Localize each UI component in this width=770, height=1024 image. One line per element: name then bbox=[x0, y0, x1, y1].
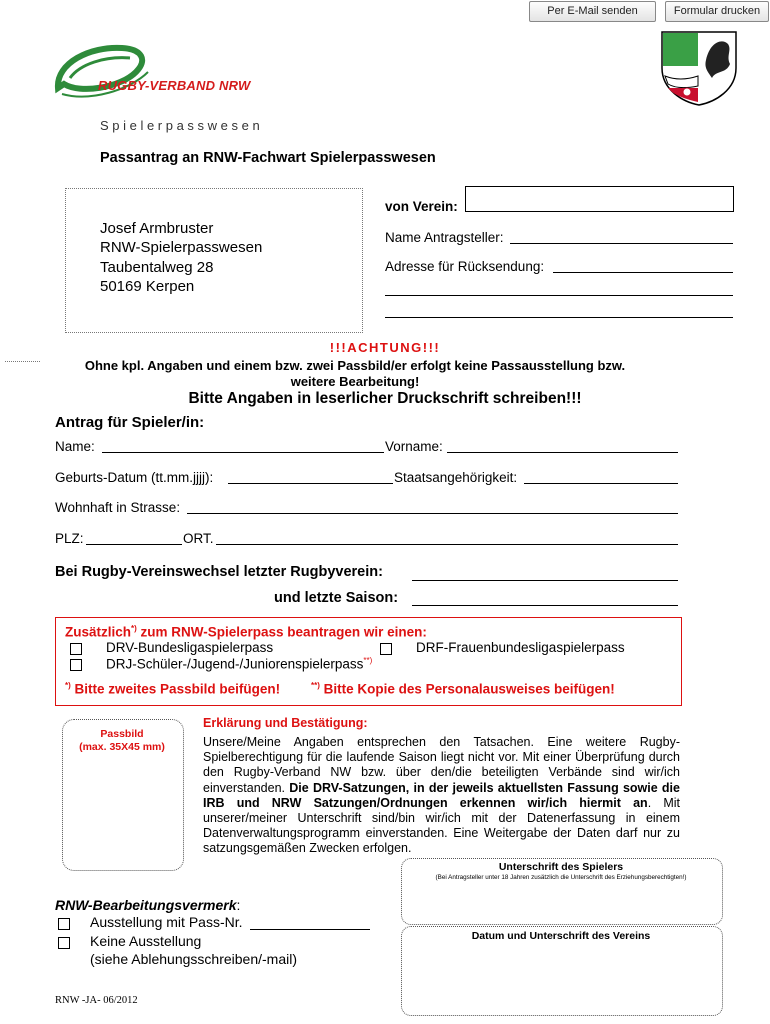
drf-checkbox[interactable] bbox=[380, 643, 392, 655]
issued-label: Ausstellung mit Pass-Nr. bbox=[90, 914, 243, 930]
extra-pass-heading: Zusätzlich*) zum RNW-Spielerpass beantragen wir einen: bbox=[65, 624, 427, 640]
last-season-field[interactable] bbox=[412, 605, 678, 606]
warning-text: Ohne kpl. Angaben und einem bzw. zwei Passbild/er erfolgt keine Passausstellung bzw. bbox=[84, 358, 626, 373]
name-field[interactable] bbox=[102, 452, 384, 453]
address-line: RNW-Spielerpasswesen bbox=[100, 239, 263, 256]
issued-checkbox[interactable] bbox=[58, 918, 70, 930]
city-label: ORT. bbox=[183, 531, 214, 546]
office-heading: RNW-Bearbeitungsvermerk: bbox=[55, 897, 241, 913]
name-label: Name: bbox=[55, 439, 95, 454]
firstname-label: Vorname: bbox=[385, 439, 443, 454]
rugby-verband-logo bbox=[50, 38, 300, 110]
drf-option-label: DRF-Frauenbundesligaspielerpass bbox=[416, 640, 625, 655]
nationality-field[interactable] bbox=[524, 483, 678, 484]
address-line: Josef Armbruster bbox=[100, 220, 214, 237]
last-season-label: und letzte Saison: bbox=[274, 590, 399, 606]
club-label: von Verein: bbox=[385, 199, 458, 214]
zip-field[interactable] bbox=[86, 544, 182, 545]
drj-option-label: DRJ-Schüler-/Jugend-/Juniorenspielerpass**) bbox=[106, 656, 373, 672]
applicant-label: Name Antragsteller: bbox=[385, 230, 504, 245]
print-instruction: Bitte Angaben in leserlicher Druckschrift schreiben!!! bbox=[188, 390, 582, 407]
warning-heading: !!!ACHTUNG!!! bbox=[329, 340, 441, 355]
page-title: Passantrag an RNW-Fachwart Spielerpasswesen bbox=[100, 150, 436, 166]
firstname-field[interactable] bbox=[447, 452, 678, 453]
street-label: Wohnhaft in Strasse: bbox=[55, 500, 181, 515]
applicant-field[interactable] bbox=[510, 243, 733, 244]
id-copy-note: **) Bitte Kopie des Personalausweises beifügen! bbox=[311, 681, 615, 697]
logo-text: RUGBY-VERBAND NRW bbox=[98, 78, 251, 93]
photo-note: *) Bitte zweites Passbild beifügen! bbox=[65, 681, 281, 697]
birthdate-label: Geburts-Datum (tt.mm.jjjj): bbox=[55, 470, 214, 485]
rejection-note: (siehe Ablehungsschreiben/-mail) bbox=[90, 951, 297, 967]
warning-text: weitere Bearbeitung! bbox=[290, 374, 420, 389]
last-club-label: Bei Rugby-Vereinswechsel letzter Rugbyverein: bbox=[55, 564, 383, 580]
return-address-field[interactable] bbox=[385, 295, 733, 296]
player-signature-label: Unterschrift des Spielers bbox=[498, 861, 624, 873]
club-signature-label: Datum und Unterschrift des Vereins bbox=[471, 930, 651, 942]
city-field[interactable] bbox=[216, 544, 678, 545]
print-button[interactable]: Formular drucken bbox=[665, 1, 769, 22]
pass-number-field[interactable] bbox=[250, 929, 370, 930]
return-address-field[interactable] bbox=[553, 272, 733, 273]
player-heading: Antrag für Spieler/in: bbox=[55, 414, 205, 431]
guardian-note: (Bei Antragsteller unter 18 Jahren zusätzlich die Unterschrift des Erziehungsberechtigten!) bbox=[435, 874, 687, 881]
nrw-crest-icon bbox=[660, 30, 738, 106]
street-field[interactable] bbox=[187, 513, 678, 514]
photo-label: Passbild bbox=[100, 728, 144, 740]
return-address-label: Adresse für Rücksendung: bbox=[385, 259, 545, 274]
return-address-field[interactable] bbox=[385, 317, 733, 318]
photo-size-label: (max. 35X45 mm) bbox=[79, 741, 165, 753]
drv-checkbox[interactable] bbox=[70, 643, 82, 655]
drv-option-label: DRV-Bundesligaspielerpass bbox=[106, 640, 274, 655]
address-line: Taubentalweg 28 bbox=[100, 259, 214, 276]
not-issued-checkbox[interactable] bbox=[58, 937, 70, 949]
nationality-label: Staatsangehörigkeit: bbox=[394, 470, 518, 485]
declaration-text: Unsere/Meine Angaben entsprechen den Tatsachen. Eine weitere Rugby-Spielberechtigung für die laufende Saison liegt nicht vor. Mit einer Überprüfung durch den Rugby-Verband NW bzw. über den/die beteiligten Verbände sind wir/ich einverstanden. Die DRV-Satzungen, in der jeweils aktuellsten Fassung sowie die IRB und NRW Satzungen/Ordnungen erkennen wir/ich hiermit an. Mit unserer/meiner Unterschrift sind/bin wir/ich mit der Datenerfassung in einem Datenverwaltungsprogramm einverstanden. Eine Weitergabe der Daten darf nur zu satzungsgemäßen Zwecken erfolgen. bbox=[203, 735, 681, 856]
declaration-heading: Erklärung und Bestätigung: bbox=[203, 716, 368, 730]
last-club-field[interactable] bbox=[412, 580, 678, 581]
club-field[interactable] bbox=[465, 186, 734, 212]
not-issued-label: Keine Ausstellung bbox=[90, 933, 202, 949]
birthdate-field[interactable] bbox=[228, 483, 393, 484]
section-heading: S p i e l e r p a s s w e s e n bbox=[100, 118, 260, 133]
form-code: RNW -JA- 06/2012 bbox=[55, 995, 138, 1006]
drj-checkbox[interactable] bbox=[70, 659, 82, 671]
email-button[interactable]: Per E-Mail senden bbox=[529, 1, 656, 22]
zip-label: PLZ: bbox=[55, 531, 84, 546]
address-line: 50169 Kerpen bbox=[100, 278, 195, 295]
